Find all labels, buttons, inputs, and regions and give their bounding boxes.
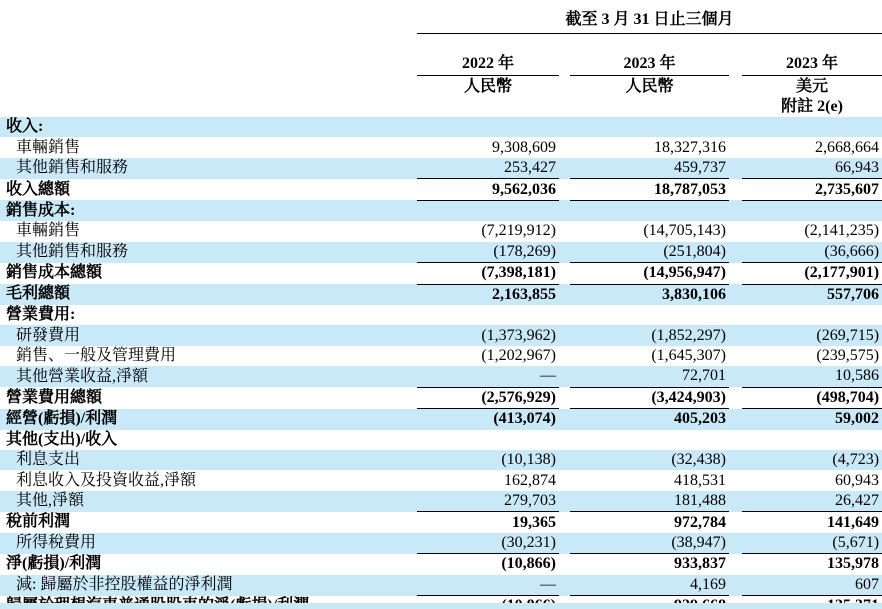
table-row (0, 242, 882, 263)
table-row (0, 284, 882, 305)
column-gap (559, 34, 570, 76)
row-label: 營業費用總額 (6, 388, 103, 406)
cell-value: (1,373,962) (481, 326, 556, 344)
cell-value: (30,231) (417, 533, 559, 554)
table-row (0, 430, 882, 450)
cell-value: 279,703 (417, 491, 559, 512)
row-label: 收入: (6, 118, 44, 136)
column-gap (729, 179, 742, 200)
column-note: 附註 2(e) (781, 98, 843, 115)
header-spacer (417, 97, 559, 117)
table-row (0, 409, 882, 430)
cell-value: 607 (742, 575, 882, 596)
header-spacer (0, 97, 417, 117)
column-gap (729, 263, 742, 284)
table-row (0, 179, 882, 200)
column-currency-3: 美元 (796, 78, 829, 95)
currency-header-row (0, 76, 882, 98)
row-label: 淨(虧損)/利潤 (6, 555, 102, 573)
cell-value: 18,327,316 (654, 138, 726, 156)
cell-value: 2,163,855 (492, 285, 556, 303)
cell-value: (2,177,901) (742, 263, 882, 284)
cell-value: (1,852,297) (651, 326, 726, 344)
row-label: 利息支出 (16, 451, 81, 469)
column-gap (559, 512, 570, 533)
cell-value: 135,978 (827, 555, 880, 573)
column-gap (559, 325, 570, 345)
cell-value: 59,002 (835, 410, 880, 428)
cell-value: (2,576,929) (417, 387, 559, 408)
cell-value (417, 200, 559, 221)
table-row (0, 533, 882, 554)
cell-value: (178,269) (417, 242, 559, 263)
table-row (0, 554, 882, 575)
cell-value: (36,666) (742, 242, 882, 263)
cell-value (570, 430, 729, 450)
column-gap (559, 491, 570, 512)
cell-value: 60,943 (835, 471, 880, 489)
column-gap (729, 137, 742, 157)
cell-value: (14,705,143) (643, 222, 726, 240)
table-row (0, 512, 882, 533)
column-gap (559, 387, 570, 408)
cell-value: (3,424,903) (570, 387, 729, 408)
cell-value: (498,704) (742, 387, 882, 408)
column-year-2023-rmb: 2023 年 (570, 34, 729, 76)
column-gap (729, 387, 742, 408)
cell-value: 66,943 (742, 158, 882, 179)
column-gap (559, 179, 570, 200)
column-gap (559, 117, 570, 137)
column-gap (559, 76, 570, 98)
cell-value: 2,735,607 (742, 179, 882, 200)
row-label: 稅前利潤 (6, 513, 71, 531)
cell-value: (7,398,181) (417, 263, 559, 284)
cell-value: (38,947) (570, 533, 729, 554)
table-row (0, 450, 882, 470)
cell-value (417, 117, 559, 137)
column-gap (559, 305, 570, 325)
row-label: 其他銷售和服務 (16, 243, 129, 261)
column-gap (559, 346, 570, 366)
note-header-row (0, 97, 882, 117)
cell-value (417, 430, 559, 450)
year-header-row (0, 34, 882, 76)
cell-value: 9,562,036 (417, 179, 559, 200)
cell-value: 3,830,106 (662, 285, 726, 303)
table-row (0, 325, 882, 345)
period-header: 截至 3 月 31 日止三個月 (417, 0, 882, 34)
column-gap (559, 284, 570, 305)
cell-value (570, 305, 729, 325)
cell-value: 4,169 (570, 575, 729, 596)
row-label: 其他銷售和服務 (16, 159, 129, 177)
row-label: 銷售成本總額 (6, 264, 103, 282)
table-row (0, 366, 882, 387)
row-label: 毛利總額 (6, 285, 71, 303)
cell-value: (1,645,307) (651, 347, 726, 365)
header-spacer (0, 0, 417, 34)
column-currency-1: 人民幣 (463, 78, 512, 95)
table-row (0, 221, 882, 241)
column-gap (559, 242, 570, 263)
column-gap (729, 470, 742, 490)
column-currency-2: 人民幣 (625, 78, 674, 95)
header-spacer (0, 34, 417, 76)
cell-value (417, 305, 559, 325)
row-label: 其他(支出)/收入 (6, 430, 118, 448)
column-gap (729, 325, 742, 345)
cell-value: 72,701 (570, 366, 729, 387)
row-label: 銷售成本: (6, 201, 76, 219)
cell-value: 2,668,664 (815, 138, 880, 156)
row-label: 利息收入及投資收益,淨額 (16, 471, 197, 489)
column-gap (729, 409, 742, 430)
row-label: 車輛銷售 (16, 138, 81, 156)
column-gap (729, 34, 742, 76)
cell-value: (1,202,967) (481, 347, 556, 365)
row-label: 其他,淨額 (16, 492, 85, 510)
column-gap (729, 117, 742, 137)
column-year-2023-usd: 2023 年 (742, 34, 882, 76)
header-spacer (0, 76, 417, 98)
cell-value: 19,365 (512, 513, 556, 531)
cell-value: (239,575) (816, 347, 880, 365)
table-header (0, 0, 882, 117)
cell-value (742, 305, 882, 325)
column-gap (559, 97, 570, 117)
cell-value: 141,649 (827, 513, 880, 531)
column-gap (559, 575, 570, 596)
cell-value (742, 430, 882, 450)
table-row (0, 137, 882, 157)
column-gap (729, 305, 742, 325)
cell-value (570, 200, 729, 221)
partial-next-row-stripe (0, 603, 882, 609)
cell-value: (7,219,912) (481, 222, 556, 240)
cell-value: 162,874 (504, 471, 556, 489)
column-gap (729, 575, 742, 596)
column-gap (729, 97, 742, 117)
cell-value: (269,715) (816, 326, 880, 344)
column-gap (729, 533, 742, 554)
column-gap (729, 366, 742, 387)
cell-value: 253,427 (417, 158, 559, 179)
cell-value: (32,438) (671, 451, 726, 469)
table-row (0, 387, 882, 408)
row-label: 減: 歸屬於非控股權益的淨利潤 (16, 576, 233, 594)
cell-value: (251,804) (570, 242, 729, 263)
column-gap (729, 76, 742, 98)
row-label: 其他營業收益,淨額 (16, 367, 149, 385)
cell-value: (413,074) (493, 410, 556, 428)
column-gap (729, 346, 742, 366)
row-label: 經營(虧損)/利潤 (6, 410, 118, 428)
cell-value: 18,787,053 (570, 179, 729, 200)
cell-value (742, 117, 882, 137)
cell-value: 405,203 (674, 410, 726, 428)
table-row (0, 117, 882, 137)
cell-value: — (417, 366, 559, 387)
table-row (0, 491, 882, 512)
table-row (0, 158, 882, 179)
column-gap (559, 470, 570, 490)
column-gap (559, 409, 570, 430)
cell-value: 418,531 (674, 471, 726, 489)
header-spacer (570, 97, 729, 117)
column-gap (729, 491, 742, 512)
cell-value: (5,671) (742, 533, 882, 554)
column-gap (729, 200, 742, 221)
table-row (0, 346, 882, 366)
column-gap (559, 533, 570, 554)
cell-value: 9,308,609 (492, 138, 556, 156)
cell-value: (10,138) (501, 451, 556, 469)
column-gap (559, 263, 570, 284)
column-gap (559, 137, 570, 157)
row-label: 收入總額 (6, 180, 71, 198)
column-gap (729, 554, 742, 575)
table-row (0, 305, 882, 325)
cell-value (570, 117, 729, 137)
cell-value: (10,866) (501, 555, 556, 573)
column-gap (559, 554, 570, 575)
row-label: 車輛銷售 (16, 222, 81, 240)
table-row (0, 200, 882, 221)
cell-value: — (417, 575, 559, 596)
column-gap (559, 200, 570, 221)
cell-value: 10,586 (742, 366, 882, 387)
cell-value: 459,737 (570, 158, 729, 179)
table-row (0, 470, 882, 490)
row-label: 銷售、一般及管理費用 (16, 347, 177, 365)
column-gap (729, 512, 742, 533)
column-gap (559, 221, 570, 241)
column-gap (559, 450, 570, 470)
column-gap (729, 221, 742, 241)
row-label: 營業費用: (6, 306, 76, 324)
cell-value: 557,706 (827, 285, 880, 303)
column-gap (729, 430, 742, 450)
column-year-2022: 2022 年 (417, 34, 559, 76)
cell-value: 181,488 (570, 491, 729, 512)
column-gap (729, 158, 742, 179)
cell-value: 972,784 (674, 513, 726, 531)
column-gap (729, 450, 742, 470)
cell-value: (4,723) (832, 451, 880, 469)
table-body (0, 117, 882, 609)
column-gap (729, 242, 742, 263)
column-gap (559, 430, 570, 450)
column-gap (559, 158, 570, 179)
row-label: 所得稅費用 (16, 534, 97, 552)
cell-value: (14,956,947) (570, 263, 729, 284)
period-header-row (0, 0, 882, 34)
cell-value (742, 200, 882, 221)
cell-value: 933,837 (674, 555, 726, 573)
row-label: 研發費用 (16, 326, 81, 344)
cell-value: (2,141,235) (804, 222, 880, 240)
column-gap (729, 284, 742, 305)
column-gap (559, 366, 570, 387)
table-row (0, 263, 882, 284)
table-row (0, 575, 882, 596)
cell-value: 26,427 (742, 491, 882, 512)
